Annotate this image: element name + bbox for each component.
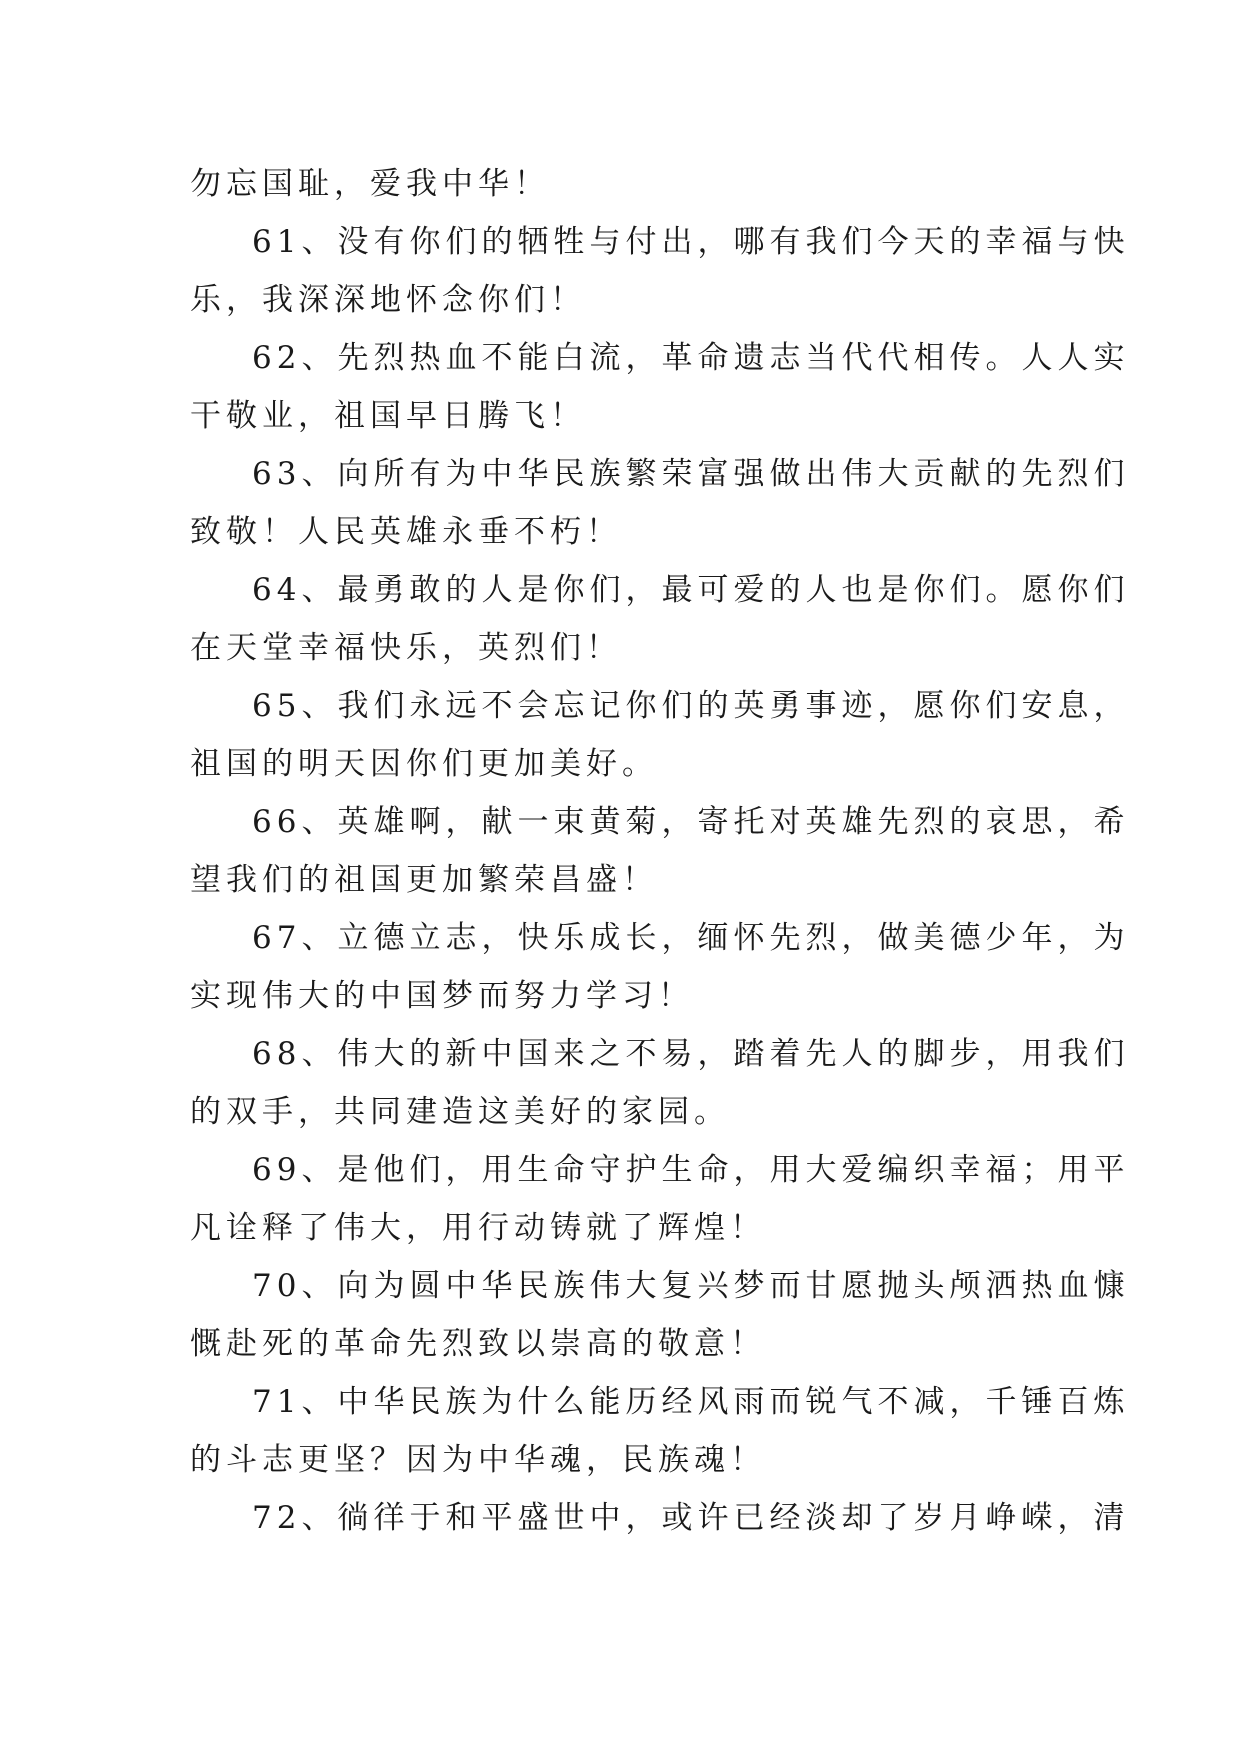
list-item-69-line-2: 凡诠释了伟大，用行动铸就了辉煌！ <box>190 1210 766 1246</box>
list-item-68-line-2: 的双手，共同建造这美好的家园。 <box>190 1094 730 1130</box>
list-item-67-line-1: 67、立德立志，快乐成长，缅怀先烈，做美德少年，为 <box>252 920 1130 956</box>
list-item-69-line-1: 69、是他们，用生命守护生命，用大爱编织幸福；用平 <box>252 1152 1130 1188</box>
list-item-62-line-2: 干敬业，祖国早日腾飞！ <box>190 398 586 434</box>
list-item-66-line-1: 66、英雄啊，献一束黄菊，寄托对英雄先烈的哀思，希 <box>252 804 1130 840</box>
list-item-62-line-1: 62、先烈热血不能白流，革命遗志当代代相传。人人实 <box>252 340 1130 376</box>
document-body <box>190 155 1130 1547</box>
list-item-64-line-2: 在天堂幸福快乐，英烈们！ <box>190 630 622 666</box>
text-line: 勿忘国耻，爱我中华！ <box>190 166 550 202</box>
list-item-64-line-1: 64、最勇敢的人是你们，最可爱的人也是你们。愿你们 <box>252 572 1130 608</box>
list-item-61-line-2: 乐，我深深地怀念你们！ <box>190 282 586 318</box>
list-item-61-line-1: 61、没有你们的牺牲与付出，哪有我们今天的幸福与快 <box>252 224 1130 260</box>
list-item-70-line-2: 慨赴死的革命先烈致以崇高的敬意！ <box>190 1326 766 1362</box>
list-item-72-line-1: 72、徜徉于和平盛世中，或许已经淡却了岁月峥嵘，清 <box>252 1500 1130 1536</box>
list-item-71-line-1: 71、中华民族为什么能历经风雨而锐气不减，千锤百炼 <box>252 1384 1130 1420</box>
list-item-63-line-1: 63、向所有为中华民族繁荣富强做出伟大贡献的先烈们 <box>252 456 1130 492</box>
list-item-65-line-1: 65、我们永远不会忘记你们的英勇事迹，愿你们安息， <box>252 688 1130 724</box>
list-item-70-line-1: 70、向为圆中华民族伟大复兴梦而甘愿抛头颅洒热血慷 <box>252 1268 1130 1304</box>
list-item-68-line-1: 68、伟大的新中国来之不易，踏着先人的脚步，用我们 <box>252 1036 1130 1072</box>
list-item-66-line-2: 望我们的祖国更加繁荣昌盛！ <box>190 862 658 898</box>
list-item-67-line-2: 实现伟大的中国梦而努力学习！ <box>190 978 694 1014</box>
list-item-63-line-2: 致敬！人民英雄永垂不朽！ <box>190 514 622 550</box>
list-item-71-line-2: 的斗志更坚？因为中华魂，民族魂！ <box>190 1442 766 1478</box>
list-item-65-line-2: 祖国的明天因你们更加美好。 <box>190 746 658 782</box>
